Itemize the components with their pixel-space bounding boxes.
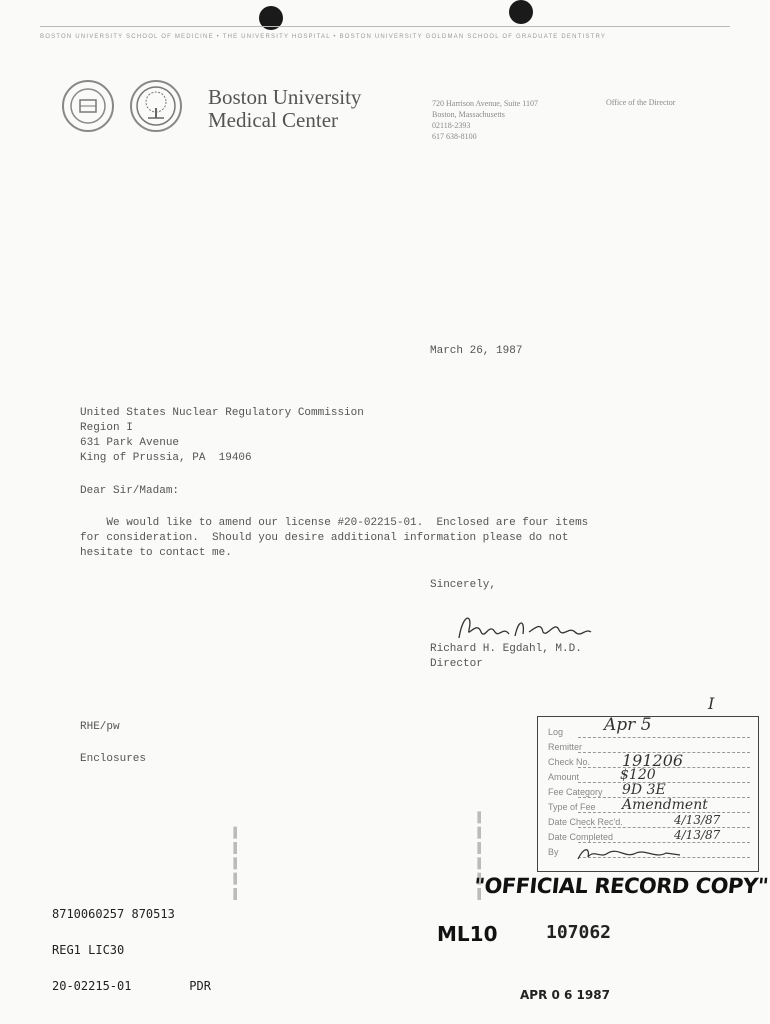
address-line4: 617 638-8100	[432, 132, 477, 141]
log-label: Log	[548, 727, 564, 737]
date-check-label: Date Check Rec'd.	[548, 817, 623, 827]
fee-log-box	[537, 716, 759, 872]
fee-category-handwritten: 9D 3E	[622, 782, 666, 798]
recipient-line4: King of Prussia, PA 19406	[80, 452, 252, 464]
address-line2: Boston, Massachusetts	[432, 110, 505, 119]
faint-rotated-stamp-middle: ▬ ▬ ▬ ▬ ▬ ▬	[470, 811, 484, 900]
box-corner-mark: I	[708, 694, 715, 713]
control-number-stamp: 107062	[546, 922, 612, 943]
letter-date: March 26, 1987	[430, 345, 523, 357]
enclosures-note: Enclosures	[80, 753, 147, 765]
header-rule	[40, 26, 730, 27]
amount-handwritten: $120	[620, 767, 656, 783]
signer-name: Richard H. Egdahl, M.D.	[430, 643, 582, 655]
address-line1: 720 Harrison Avenue, Suite 1107	[432, 99, 538, 108]
recipient-address	[80, 406, 364, 466]
office-title: Office of the Director	[606, 98, 676, 107]
institution-line2: Medical Center	[208, 108, 339, 132]
fee-category-label: Fee Category	[548, 787, 603, 797]
filing-line1: 8710060257 870513	[52, 907, 175, 921]
address-block	[432, 98, 538, 142]
typist-initials: RHE/pw	[80, 721, 120, 733]
filing-line2: REG1 LIC30	[52, 943, 125, 957]
type-of-fee-label: Type of Fee	[548, 802, 596, 812]
recipient-line1: United States Nuclear Regulatory Commission	[80, 407, 364, 419]
institution-name	[208, 86, 361, 132]
body-line1: We would like to amend our license #20-02215-01. Enclosed are four items	[80, 517, 589, 529]
by-label: By	[548, 847, 559, 857]
header-strip: BOSTON UNIVERSITY SCHOOL OF MEDICINE • THE UNIVERSITY HOSPITAL • BOSTON UNIVERSITY GOLDMAN SCHOOL OF GRADUATE DENTISTRY	[40, 34, 607, 40]
check-no-label: Check No.	[548, 757, 591, 767]
salutation: Dear Sir/Madam:	[80, 485, 180, 497]
signature-block	[430, 642, 582, 672]
signer-title: Director	[430, 658, 483, 670]
ml-stamp: ML10	[437, 922, 498, 946]
address-line3: 02118-2393	[432, 121, 471, 130]
log-handwritten: Apr 5	[604, 715, 652, 735]
university-seal-icon	[62, 80, 114, 132]
letter-body	[80, 516, 588, 561]
punch-hole-right	[509, 0, 533, 24]
date-completed-handwritten: 4/13/87	[674, 828, 721, 842]
faint-rotated-stamp-left: ▬ ▬ ▬ ▬ ▬	[226, 826, 240, 900]
recipient-line3: 631 Park Avenue	[80, 437, 180, 449]
received-date-stamp: APR 0 6 1987	[520, 988, 610, 1002]
filing-line3: 20-02215-01 PDR	[52, 979, 211, 993]
body-line2: for consideration. Should you desire additional information please do not	[80, 532, 569, 544]
tree-logo-icon	[130, 80, 182, 132]
date-completed-label: Date Completed	[548, 832, 614, 842]
closing: Sincerely,	[430, 579, 497, 591]
remitter-label: Remitter	[548, 742, 583, 752]
official-record-copy-stamp: "OFFICIAL RECORD COPY"	[472, 874, 770, 898]
by-initials-scribble	[574, 845, 684, 863]
amount-label: Amount	[548, 772, 580, 782]
body-line3: hesitate to contact me.	[80, 547, 232, 559]
filing-code	[52, 884, 211, 1004]
date-check-handwritten: 4/13/87	[674, 813, 721, 827]
check-no-handwritten: 191206	[622, 751, 684, 770]
type-of-fee-handwritten: Amendment	[622, 797, 708, 813]
institution-line1: Boston University	[208, 85, 362, 109]
recipient-line2: Region I	[80, 422, 133, 434]
